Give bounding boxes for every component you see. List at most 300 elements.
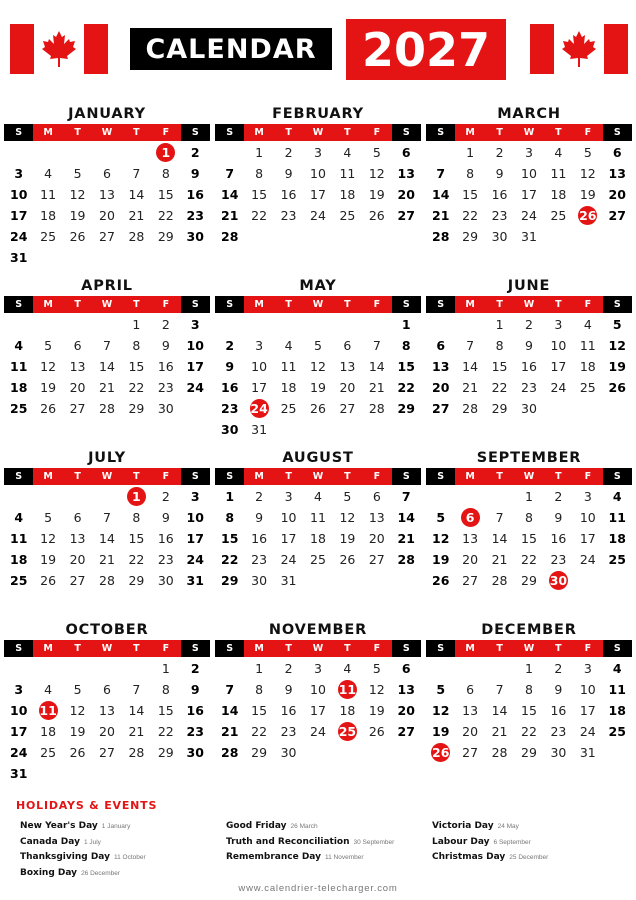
day-cell: 21 [462, 380, 479, 395]
weekday-label: S [4, 468, 33, 485]
event-name: Victoria Day [432, 821, 494, 831]
calendar-title: CALENDAR [130, 28, 332, 70]
day-cell: 29 [251, 745, 268, 760]
day-cell: 30 [521, 401, 537, 416]
weekday-label: W [514, 468, 543, 485]
weekday-header [215, 296, 421, 313]
day-cell: 17 [186, 531, 204, 546]
empty-cell [33, 486, 62, 507]
weekday-label: W [514, 124, 543, 141]
month-name: JUNE [507, 278, 551, 294]
day-cell: 26 [40, 401, 57, 416]
empty-cell [426, 314, 455, 335]
day-cell: 22 [521, 552, 537, 567]
day-cell: 23 [521, 380, 537, 395]
day-cell: 23 [186, 208, 204, 223]
empty-cell [63, 486, 92, 507]
weekday-label: M [244, 640, 273, 657]
day-cell: 8 [132, 510, 141, 525]
weekday-label: M [244, 468, 273, 485]
day-cell: 3 [255, 338, 264, 353]
weekday-label: S [426, 124, 455, 141]
empty-cell [303, 314, 332, 335]
day-cell: 11 [280, 359, 297, 374]
event-date: 11 October [113, 854, 146, 861]
day-cell: 22 [251, 208, 268, 223]
weekday-header [4, 640, 210, 657]
day-cell: 2 [495, 145, 504, 160]
day-cell: 22 [251, 724, 268, 739]
day-cell: 14 [397, 510, 415, 525]
events-column [432, 816, 548, 863]
day-cell: 25 [40, 229, 57, 244]
weekday-label: M [33, 640, 62, 657]
event-name: Thanksgiving Day [20, 852, 110, 862]
day-cell: 19 [69, 208, 86, 223]
weekday-label: T [485, 640, 514, 657]
holiday-day [573, 205, 602, 226]
day-cell: 7 [132, 166, 141, 181]
day-cell: 25 [40, 745, 57, 760]
year-badge: 2027 [346, 19, 506, 80]
day-cell: 10 [579, 682, 596, 697]
day-cell: 17 [10, 724, 28, 739]
day-cell: 21 [491, 552, 508, 567]
weekday-header [426, 296, 632, 313]
weekday-header [215, 124, 421, 141]
day-cell: 8 [161, 682, 170, 697]
day-cell: 6 [401, 145, 411, 160]
weekday-label: W [514, 640, 543, 657]
day-cell: 19 [368, 703, 385, 718]
day-cell: 30 [186, 229, 204, 244]
day-cell: 31 [521, 229, 537, 244]
weekday-label: S [603, 124, 632, 141]
day-cell: 19 [579, 187, 596, 202]
day-cell: 24 [310, 724, 326, 739]
day-cell: 27 [69, 401, 86, 416]
day-cell: 28 [432, 229, 450, 244]
day-cell: 19 [432, 552, 450, 567]
day-cell: 23 [550, 724, 567, 739]
weekday-label: W [303, 124, 332, 141]
day-cell: 11 [10, 359, 28, 374]
day-cell: 24 [521, 208, 537, 223]
weekday-label: T [333, 124, 362, 141]
day-cell: 6 [401, 661, 411, 676]
month-name: SEPTEMBER [476, 450, 582, 466]
day-cell: 9 [495, 166, 504, 181]
day-cell: 6 [466, 682, 475, 697]
event-item [226, 816, 394, 832]
day-cell: 5 [436, 510, 446, 525]
event-name: Good Friday [226, 821, 287, 831]
day-cell: 27 [432, 401, 450, 416]
day-cell: 7 [436, 166, 446, 181]
day-cell: 24 [579, 724, 596, 739]
holiday-marker: 1 [156, 143, 175, 162]
weekday-label: T [333, 640, 362, 657]
day-cell: 12 [40, 531, 57, 546]
weekday-label: F [573, 124, 602, 141]
day-cell: 10 [251, 359, 268, 374]
day-cell: 12 [608, 338, 626, 353]
weekday-label: M [33, 296, 62, 313]
weekday-label: S [392, 640, 421, 657]
day-cell: 9 [190, 682, 200, 697]
day-cell: 18 [579, 359, 596, 374]
weekday-label: S [215, 468, 244, 485]
day-cell: 6 [103, 682, 111, 697]
day-cell: 20 [339, 380, 356, 395]
weekday-label: S [181, 468, 210, 485]
day-cell: 14 [491, 703, 508, 718]
day-cell: 9 [161, 510, 170, 525]
month-june [426, 276, 632, 419]
day-cell: 17 [251, 380, 268, 395]
day-cell: 10 [10, 703, 28, 718]
holiday-day [455, 507, 484, 528]
weekday-label: F [362, 640, 391, 657]
weekday-label: W [514, 296, 543, 313]
day-cell: 24 [550, 380, 567, 395]
holiday-marker: 26 [579, 208, 597, 223]
empty-cell [92, 142, 121, 163]
day-cell: 16 [221, 380, 239, 395]
day-cell: 20 [432, 380, 450, 395]
day-cell: 3 [14, 166, 24, 181]
day-cell: 11 [579, 338, 596, 353]
day-cell: 9 [225, 359, 235, 374]
day-cell: 23 [251, 552, 268, 567]
day-cell: 27 [99, 745, 115, 760]
day-cell: 16 [280, 703, 297, 718]
day-cell: 25 [608, 552, 626, 567]
day-cell: 12 [310, 359, 326, 374]
day-cell: 16 [550, 703, 567, 718]
weekday-label: T [485, 296, 514, 313]
day-cell: 10 [550, 338, 567, 353]
day-cell: 4 [583, 317, 592, 332]
empty-cell [215, 142, 244, 163]
weekday-header [215, 640, 421, 657]
day-cell: 13 [462, 531, 479, 546]
weekday-label: S [4, 296, 33, 313]
day-cell: 31 [10, 766, 28, 781]
day-cell: 16 [186, 703, 204, 718]
day-cell: 31 [579, 745, 596, 760]
weekday-label: S [392, 124, 421, 141]
day-cell: 3 [583, 661, 592, 676]
weekday-label: S [426, 296, 455, 313]
day-cell: 12 [368, 682, 385, 697]
weekday-label: W [92, 468, 121, 485]
weekday-label: T [63, 296, 92, 313]
day-cell: 20 [462, 552, 479, 567]
event-item [432, 816, 548, 832]
day-cell: 23 [550, 552, 567, 567]
day-cell: 9 [255, 510, 264, 525]
day-cell: 28 [491, 745, 508, 760]
day-cell: 29 [157, 745, 174, 760]
day-cell: 6 [343, 338, 352, 353]
holiday-day [333, 679, 362, 700]
weekday-label: M [455, 296, 484, 313]
empty-cell [244, 314, 273, 335]
weekday-label: F [573, 640, 602, 657]
day-cell: 18 [339, 187, 356, 202]
day-cell: 23 [280, 724, 297, 739]
weekday-label: F [151, 296, 180, 313]
day-cell: 19 [339, 531, 356, 546]
weekday-label: M [244, 296, 273, 313]
month-name: MAY [299, 278, 337, 294]
day-cell: 28 [221, 745, 239, 760]
day-grid [4, 142, 210, 268]
day-cell: 9 [284, 682, 293, 697]
day-cell: 28 [99, 573, 115, 588]
event-date: 26 March [290, 823, 318, 830]
weekday-label: S [392, 468, 421, 485]
day-cell: 5 [583, 145, 592, 160]
canada-flag-icon [530, 24, 628, 74]
day-cell: 27 [368, 552, 385, 567]
month-name: AUGUST [282, 450, 354, 466]
day-cell: 23 [186, 724, 204, 739]
day-cell: 20 [99, 208, 115, 223]
day-cell: 3 [314, 145, 322, 160]
day-cell: 2 [225, 338, 235, 353]
weekday-label: F [362, 296, 391, 313]
day-cell: 18 [608, 531, 626, 546]
empty-cell [63, 658, 92, 679]
day-cell: 9 [161, 338, 170, 353]
day-cell: 8 [225, 510, 235, 525]
day-cell: 17 [186, 359, 204, 374]
weekday-header [426, 124, 632, 141]
day-cell: 16 [251, 531, 268, 546]
weekday-label: F [151, 124, 180, 141]
day-cell: 24 [10, 229, 28, 244]
day-cell: 3 [190, 489, 200, 504]
holiday-marker: 25 [338, 724, 357, 739]
holiday-marker: 24 [250, 401, 268, 416]
day-cell: 25 [10, 573, 28, 588]
day-cell: 14 [432, 187, 450, 202]
month-name: OCTOBER [65, 622, 149, 638]
empty-cell [426, 486, 455, 507]
day-cell: 20 [69, 380, 86, 395]
day-cell: 30 [157, 401, 174, 416]
weekday-label: S [603, 296, 632, 313]
day-cell: 24 [579, 552, 596, 567]
day-cell: 21 [221, 208, 239, 223]
day-cell: 18 [10, 552, 28, 567]
day-grid [4, 658, 210, 784]
day-cell: 20 [462, 724, 479, 739]
empty-cell [426, 142, 455, 163]
day-cell: 9 [190, 166, 200, 181]
day-cell: 15 [251, 703, 268, 718]
day-cell: 5 [612, 317, 622, 332]
day-cell: 2 [284, 145, 293, 160]
weekday-header [4, 124, 210, 141]
weekday-label: T [544, 468, 573, 485]
day-cell: 2 [525, 317, 533, 332]
month-march [426, 104, 632, 247]
day-cell: 15 [462, 187, 479, 202]
weekday-label: T [274, 640, 303, 657]
day-cell: 4 [44, 166, 53, 181]
day-cell: 2 [284, 661, 293, 676]
month-name: NOVEMBER [268, 622, 368, 638]
day-cell: 28 [462, 401, 479, 416]
day-cell: 5 [343, 489, 352, 504]
day-cell: 31 [251, 422, 268, 437]
day-cell: 8 [255, 166, 264, 181]
day-cell: 3 [554, 317, 563, 332]
day-grid [426, 314, 632, 419]
day-cell: 20 [99, 724, 115, 739]
event-name: Truth and Reconciliation [226, 836, 350, 847]
day-cell: 4 [554, 145, 563, 160]
day-cell: 28 [368, 401, 385, 416]
event-name: Canada Day [20, 836, 80, 847]
day-cell: 8 [161, 166, 170, 181]
day-cell: 27 [462, 745, 479, 760]
day-cell: 29 [128, 401, 145, 416]
day-cell: 1 [161, 661, 170, 676]
day-cell: 27 [69, 573, 86, 588]
day-cell: 13 [69, 359, 86, 374]
day-cell: 15 [251, 187, 268, 202]
day-cell: 29 [462, 229, 479, 244]
weekday-label: T [333, 468, 362, 485]
day-cell: 26 [40, 573, 57, 588]
day-grid [4, 314, 210, 419]
day-cell: 26 [69, 229, 86, 244]
day-cell: 25 [339, 208, 356, 223]
empty-cell [92, 486, 121, 507]
day-grid [426, 142, 632, 247]
day-cell: 22 [128, 552, 145, 567]
day-cell: 29 [221, 573, 239, 588]
day-cell: 19 [368, 187, 385, 202]
day-cell: 23 [491, 208, 508, 223]
day-cell: 2 [190, 145, 200, 160]
events-column [20, 816, 146, 878]
day-cell: 14 [491, 531, 508, 546]
weekday-label: S [426, 640, 455, 657]
day-cell: 7 [495, 682, 504, 697]
day-cell: 3 [525, 145, 533, 160]
day-cell: 20 [368, 531, 385, 546]
weekday-label: T [544, 124, 573, 141]
month-name: APRIL [81, 278, 133, 294]
day-grid [426, 486, 632, 591]
empty-cell [455, 314, 484, 335]
weekday-label: W [92, 124, 121, 141]
day-cell: 30 [186, 745, 204, 760]
day-cell: 17 [579, 703, 596, 718]
footer-url: www.calendrier-telecharger.com [238, 883, 398, 894]
day-cell: 19 [40, 380, 57, 395]
day-cell: 13 [397, 682, 415, 697]
event-name: Boxing Day [20, 867, 78, 878]
day-cell: 18 [280, 380, 297, 395]
event-date: 30 September [353, 838, 395, 846]
day-cell: 8 [401, 338, 411, 353]
empty-cell [4, 486, 33, 507]
holiday-marker: 30 [549, 573, 568, 588]
day-cell: 20 [608, 187, 626, 202]
weekday-label: S [215, 640, 244, 657]
day-grid [215, 658, 421, 763]
month-name: FEBRUARY [272, 106, 364, 122]
weekday-header [4, 296, 210, 313]
day-cell: 11 [40, 187, 57, 202]
day-cell: 2 [554, 489, 563, 504]
day-cell: 7 [495, 510, 504, 525]
day-cell: 21 [221, 724, 239, 739]
day-cell: 20 [397, 187, 415, 202]
weekday-label: S [181, 124, 210, 141]
day-cell: 12 [368, 166, 385, 181]
weekday-header [215, 468, 421, 485]
day-cell: 18 [310, 531, 326, 546]
day-cell: 14 [128, 187, 145, 202]
day-cell: 11 [550, 166, 567, 181]
weekday-label: W [92, 296, 121, 313]
day-cell: 4 [612, 489, 622, 504]
day-cell: 31 [10, 250, 28, 265]
day-cell: 29 [128, 573, 145, 588]
event-name: New Year's Day [20, 821, 98, 831]
day-cell: 11 [339, 166, 356, 181]
day-cell: 10 [310, 166, 326, 181]
day-cell: 31 [280, 573, 297, 588]
day-cell: 18 [10, 380, 28, 395]
holiday-day [244, 398, 273, 419]
day-cell: 1 [225, 489, 235, 504]
weekday-header [426, 640, 632, 657]
weekday-label: F [573, 296, 602, 313]
day-cell: 28 [128, 745, 145, 760]
day-cell: 25 [550, 208, 567, 223]
day-cell: 7 [401, 489, 411, 504]
day-cell: 3 [314, 661, 322, 676]
day-cell: 17 [550, 359, 567, 374]
day-cell: 22 [128, 380, 145, 395]
day-cell: 13 [99, 187, 115, 202]
day-cell: 26 [368, 724, 385, 739]
day-cell: 14 [368, 359, 385, 374]
weekday-label: W [303, 296, 332, 313]
holiday-day [122, 486, 151, 507]
day-cell: 9 [554, 682, 563, 697]
empty-cell [274, 314, 303, 335]
day-cell: 4 [343, 145, 352, 160]
day-cell: 22 [521, 724, 537, 739]
day-cell: 4 [14, 338, 24, 353]
weekday-label: S [426, 468, 455, 485]
empty-cell [122, 658, 151, 679]
weekday-label: F [362, 468, 391, 485]
day-cell: 22 [491, 380, 508, 395]
day-cell: 6 [73, 338, 82, 353]
day-cell: 8 [255, 682, 264, 697]
event-date: 6 September [493, 838, 531, 846]
